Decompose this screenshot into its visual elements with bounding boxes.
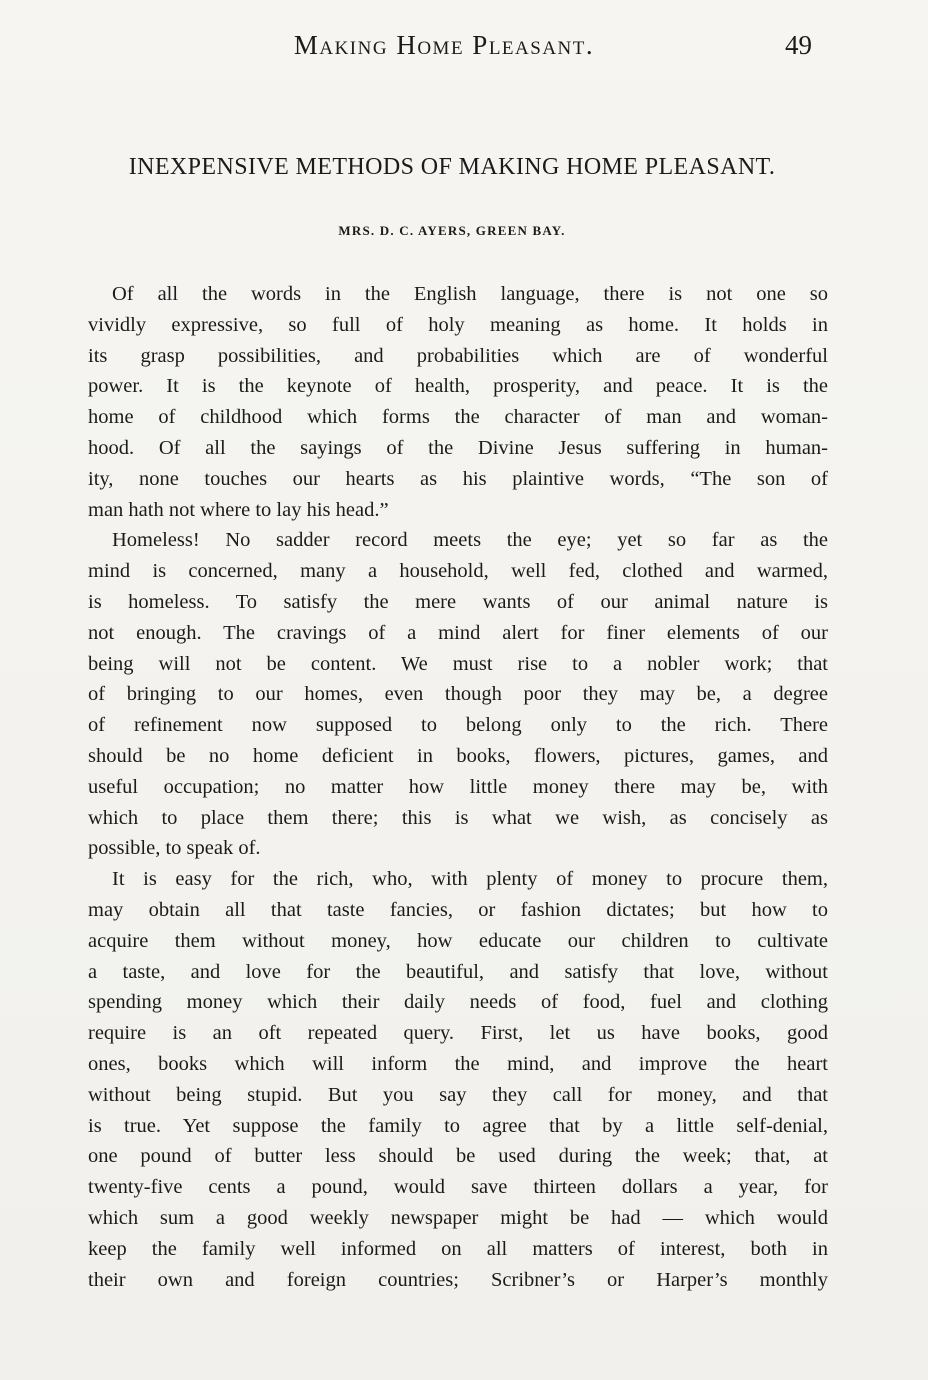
text-line: one pound of butter less should be used during the week; that, at: [88, 1145, 828, 1168]
byline: MRS. D. C. AYERS, GREEN BAY.: [338, 223, 566, 238]
text-line: possible, to speak of.: [88, 837, 261, 860]
text-line: which to place them there; this is what we wish, as concisely as: [88, 806, 828, 829]
text-line: power. It is the keynote of health, prosperity, and peace. It is the: [88, 375, 828, 398]
text-line: which sum a good weekly newspaper might be had — which would: [88, 1206, 828, 1229]
paragraph-2: [88, 525, 828, 864]
text-line: not enough. The cravings of a mind alert for finer elements of our: [88, 621, 828, 644]
article-title: INEXPENSIVE METHODS OF MAKING HOME PLEASANT.: [128, 154, 776, 180]
text-line: their own and foreign countries; Scribner’s or Harper’s monthly: [88, 1268, 828, 1291]
text-line: vividly expressive, so full of holy meaning as home. It holds in: [88, 313, 828, 336]
text-line: without being stupid. But you say they call for money, and that: [88, 1083, 828, 1106]
text-line: is homeless. To satisfy the mere wants of our animal nature is: [88, 590, 828, 613]
text-line: Of all the words in the English language, there is not one so: [112, 283, 828, 305]
text-line: mind is concerned, many a household, well fed, clothed and warmed,: [88, 560, 828, 583]
running-title: Making Home Pleasant.: [293, 30, 595, 60]
text-line: is true. Yet suppose the family to agree that by a little self-denial,: [88, 1114, 828, 1137]
text-line: hood. Of all the sayings of the Divine Jesus suffering in human-: [88, 436, 828, 459]
text-line: useful occupation; no matter how little money there may be, with: [88, 775, 828, 798]
text-line: being will not be content. We must rise to a nobler work; that: [88, 652, 828, 675]
text-line: man hath not where to lay his head.”: [88, 498, 389, 521]
text-line: ity, none touches our hearts as his plaintive words, “The son of: [88, 467, 828, 490]
text-line: acquire them without money, how educate our children to cultivate: [88, 929, 828, 952]
text-line: spending money which their daily needs of food, fuel and clothing: [88, 991, 828, 1014]
text-line: a taste, and love for the beautiful, and satisfy that love, without: [88, 960, 828, 983]
text-line: ones, books which will inform the mind, and improve the heart: [88, 1052, 828, 1075]
text-line: of bringing to our homes, even though poor they may be, a degree: [88, 683, 828, 706]
paragraph-1: [88, 279, 828, 525]
text-line: its grasp possibilities, and probabilities which are of wonderful: [88, 344, 828, 367]
text-line: Homeless! No sadder record meets the eye; yet so far as the: [112, 529, 828, 552]
text-line: It is easy for the rich, who, with plenty of money to procure them,: [112, 868, 828, 891]
text-line: keep the family well informed on all matters of interest, both in: [88, 1237, 828, 1260]
article-body: [88, 279, 828, 1295]
text-line: require is an oft repeated query. First, let us have books, good: [88, 1022, 828, 1045]
text-line: home of childhood which forms the character of man and woman-: [88, 406, 828, 429]
running-head: [0, 30, 928, 70]
paragraph-3: [88, 864, 828, 1295]
text-line: of refinement now supposed to belong only to the rich. There: [88, 714, 828, 737]
page-number: 49: [785, 30, 812, 60]
text-line: should be no home deficient in books, flowers, pictures, games, and: [88, 744, 828, 767]
text-line: twenty-five cents a pound, would save thirteen dollars a year, for: [88, 1176, 828, 1199]
text-line: may obtain all that taste fancies, or fashion dictates; but how to: [88, 898, 828, 921]
